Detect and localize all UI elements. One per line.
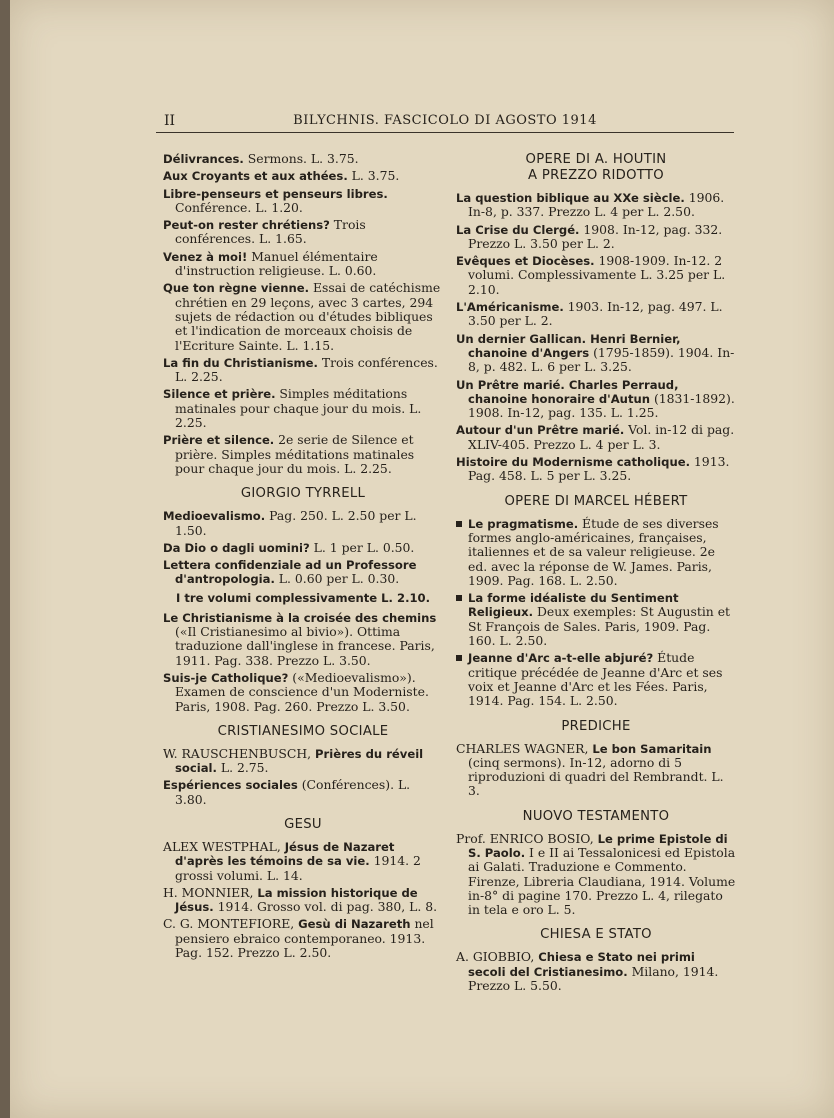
entry-title: Histoire du Modernisme catholique.: [456, 455, 690, 470]
entry-details: Sermons. L. 3.75.: [243, 151, 359, 166]
book-entry: [163, 152, 443, 166]
entry-details: 1908-1909. In-12. 2 volumi. Complessivamente L. 3.25 per L. 2.10.: [468, 253, 726, 297]
entry-details: Conférence. L. 1.20.: [175, 199, 303, 215]
entry-details: (1795-1859). 1904. In-8, p. 482. L. 6 per L. 3.25.: [468, 344, 735, 375]
entry-details: nel pensiero ebraico contemporaneo. 1913. Pag. 152. Prezzo L. 2.50.: [175, 916, 434, 961]
entry-details: Milano, 1914. Prezzo L. 5.50.: [468, 963, 719, 994]
entry-title: La mission historique de Jésus.: [175, 885, 418, 915]
entry-title: Prière et silence.: [163, 433, 275, 448]
entry-title: Le pragmatisme.: [468, 516, 579, 531]
entry-title: Le prime Epistole di S. Paolo.: [468, 831, 728, 860]
entry-details: I e II ai Tessalonicesi ed Epistola ai Galati. Traduzione e Commento. Firenze, Libreria Claudiana, 1914. Volume in-8° di pagine 170. Prezzo L. 4, rilegato in tela e oro L. 5.: [468, 844, 736, 918]
section-heading-sociale: CRISTIANESIMO SOCIALE: [217, 723, 389, 739]
book-entry: [163, 840, 443, 883]
entry-title: Peut-on rester chrétiens?: [163, 218, 330, 233]
book-entry: [456, 223, 736, 252]
entry-details: Essai de catéchisme chrétien en 29 leçons, avec 3 cartes, 294 sujets de rédaction ou d'études bibliques et l'indication de morceaux choisis de l'Ecriture Sainte. L. 1.15.: [175, 280, 441, 353]
entry-title: Lettera confidenziale ad un Professore d'antropologia.: [163, 558, 417, 587]
entry-details: («Il Cristianesimo al bivio»). Ottima traduzione dall'inglese in francese. Paris, 1911. Pag. 338. Prezzo L. 3.50.: [175, 624, 435, 668]
entry-title: Chiesa e Stato nei primi secoli del Cristianesimo.: [468, 950, 695, 979]
book-entry: [456, 455, 736, 484]
entry-title: Da Dio o dagli uomini?: [163, 540, 310, 555]
book-entry: [163, 611, 443, 668]
section-heading-gesu: GESU: [284, 816, 322, 832]
running-header: [156, 108, 734, 133]
book-entry: [456, 254, 736, 297]
entry-title: Un Prêtre marié. Charles Perraud, chanoine honoraire d'Autun: [456, 377, 679, 406]
entry-title: Autour d'un Prêtre marié.: [456, 423, 625, 438]
entry-author: Prof. ENRICO BOSIO,: [456, 830, 598, 846]
houtin-heading-line1: OPERE DI A. HOUTIN: [525, 152, 667, 167]
entry-title: Gesù di Nazareth: [298, 917, 411, 932]
page-sheet: [10, 0, 834, 1118]
entry-details: Trois conférences. L. 1.65.: [175, 217, 366, 247]
book-entry: [163, 671, 443, 714]
entry-author: C. G. MONTEFIORE,: [163, 916, 299, 932]
entry-details: («Medioevalismo»). Examen de conscience d'un Moderniste. Paris, 1908. Pag. 260. Prezzo L. 3.50.: [175, 669, 429, 714]
book-entry: [163, 917, 443, 960]
entry-title: La Crise du Clergé.: [456, 222, 580, 237]
entry-author: W. RAUSCHENBUSCH,: [163, 745, 316, 761]
entry-author: H. MONNIER,: [163, 884, 258, 900]
book-entry: [163, 558, 443, 587]
section-heading-prediche: PREDICHE: [561, 718, 631, 734]
entry-title: Prières du réveil social.: [175, 746, 424, 776]
entry-title: Silence et prière.: [163, 387, 276, 402]
book-entry: [456, 300, 736, 329]
left-column: [163, 152, 443, 963]
houtin-heading-line2: A PREZZO RIDOTTO: [528, 168, 664, 183]
entry-author: CHARLES WAGNER,: [456, 740, 593, 756]
entry-title: Aux Croyants et aux athées.: [163, 169, 348, 184]
entry-details: 1914. 2 grossi volumi. L. 14.: [175, 853, 421, 883]
book-entry: [456, 742, 736, 799]
book-entry: [163, 541, 443, 555]
book-entry: [456, 378, 736, 421]
book-entry: [456, 651, 736, 708]
entry-details: (Conférences). L. 3.80.: [175, 777, 411, 807]
entry-title: Le bon Samaritain: [592, 741, 712, 756]
entry-details: Pag. 250. L. 2.50 per L. 1.50.: [175, 508, 417, 538]
entry-title: Un dernier Gallican. Henri Bernier, chanoine d'Angers: [456, 331, 681, 360]
book-entry: [163, 778, 443, 807]
entry-author: A. GIOBBIO,: [456, 949, 539, 965]
square-bullet-icon: [456, 655, 462, 661]
entry-details: 1914. Grosso vol. di pag. 380, L. 8.: [213, 899, 438, 915]
entry-details: L. 2.75.: [216, 760, 269, 776]
section-heading-hebert: OPERE DI MARCEL HÉBERT: [504, 493, 688, 509]
section-heading-chiesa-stato: CHIESA E STATO: [540, 927, 652, 943]
book-entry: [456, 591, 736, 648]
entry-details: 2e serie de Silence et prière. Simples méditations matinales pour chaque jour du mois. L. 2.25.: [175, 432, 415, 476]
entry-title: L'Américanisme.: [456, 300, 564, 315]
running-head-title: BILYCHNIS. FASCICOLO DI AGOSTO 1914: [293, 113, 597, 128]
entry-details: Étude de ses diverses formes anglo-américaines, françaises, italiennes et de sa valeur religieuse. 2e ed. avec la réponse de W. James. Paris, 1909. Pag. 168. L. 2.50.: [468, 515, 719, 588]
section-heading-tyrrell: GIORGIO TYRRELL: [240, 486, 366, 502]
entry-details: Simples méditations matinales pour chaque jour du mois. L. 2.25.: [175, 386, 422, 431]
entry-title: Jeanne d'Arc a-t-elle abjuré?: [468, 651, 654, 666]
book-entry: [456, 832, 736, 918]
page-number: II: [164, 113, 176, 129]
entry-title: Espériences sociales: [163, 778, 298, 793]
book-entry: [163, 747, 443, 776]
section-heading-houtin: [456, 152, 736, 184]
entry-title: Libre-penseurs et penseurs libres.: [163, 186, 388, 201]
entry-title: La forme idéaliste du Sentiment Religieux.: [468, 591, 679, 620]
book-entry: [163, 187, 443, 216]
entry-details: 1913. Pag. 458. L. 5 per L. 3.25.: [468, 454, 730, 484]
entry-title: La fin du Christianisme.: [163, 355, 318, 370]
section-heading-nuovo-testamento: NUOVO TESTAMENTO: [522, 808, 670, 824]
entry-details: L. 3.75.: [347, 168, 400, 184]
book-entry: [163, 218, 443, 247]
entry-details: L. 1 per L. 0.50.: [309, 539, 415, 555]
entry-details: Manuel élémentaire d'instruction religieuse. L. 0.60.: [175, 248, 378, 279]
right-column: [456, 152, 736, 996]
entry-details: 1908. In-12, pag. 332. Prezzo L. 3.50 per L. 2.: [468, 221, 723, 251]
entry-title: Suis-je Catholique?: [163, 670, 289, 685]
square-bullet-icon: [456, 521, 462, 527]
entry-details: Vol. in-12 di pag. XLIV-405. Prezzo L. 4 per L. 3.: [468, 422, 735, 452]
entry-details: Étude critique précédée de Jeanne d'Arc et ses voix et Jeanne d'Arc et les Fées. Paris, 1914. Pag. 154. L. 2.50.: [468, 650, 723, 709]
book-entry: [163, 886, 443, 915]
entry-details: L. 0.60 per L. 0.30.: [274, 571, 400, 587]
book-entry: [163, 509, 443, 538]
book-entry: [163, 250, 443, 279]
entry-details: Trois conférences. L. 2.25.: [175, 354, 438, 385]
entry-details: (cinq sermons). In-12, adorno di 5 riproduzioni di quadri del Rembrandt. L. 3.: [468, 754, 724, 799]
entry-details: 1906. In-8, p. 337. Prezzo L. 4 per L. 2.50.: [468, 190, 725, 220]
tyrrell-bundle-offer: I tre volumi complessivamente L. 2.10.: [175, 590, 431, 605]
book-entry: [456, 191, 736, 220]
book-entry: [456, 423, 736, 452]
book-entry: [163, 169, 443, 183]
book-entry: [163, 433, 443, 476]
entry-title: Venez à moi!: [163, 249, 248, 264]
entry-title: Délivrances.: [163, 152, 244, 166]
entry-details: (1831-1892). 1908. In-12, pag. 135. L. 1.25.: [468, 390, 735, 421]
entry-title: Le Christianisme à la croisée des chemins: [163, 610, 437, 625]
entry-details: 1903. In-12, pag. 497. L. 3.50 per L. 2.: [468, 299, 723, 329]
book-entry: [163, 387, 443, 430]
square-bullet-icon: [456, 595, 462, 601]
entry-details: Deux exemples: St Augustin et St François de Sales. Paris, 1909. Pag. 160. L. 2.50.: [468, 604, 731, 649]
book-entry: [456, 332, 736, 375]
entry-title: Evêques et Diocèses.: [456, 254, 595, 269]
entry-title: Medioevalismo.: [163, 509, 266, 524]
book-entry: [163, 281, 443, 352]
entry-title: Que ton règne vienne.: [163, 281, 310, 296]
entry-title: La question biblique au XXe siècle.: [456, 191, 685, 205]
entry-author: ALEX WESTPHAL,: [163, 838, 285, 854]
entry-title: Jésus de Nazaret d'après les témoins de sa vie.: [175, 839, 395, 869]
book-entry: [163, 356, 443, 385]
book-entry: [456, 950, 736, 993]
book-entry: [456, 517, 736, 588]
